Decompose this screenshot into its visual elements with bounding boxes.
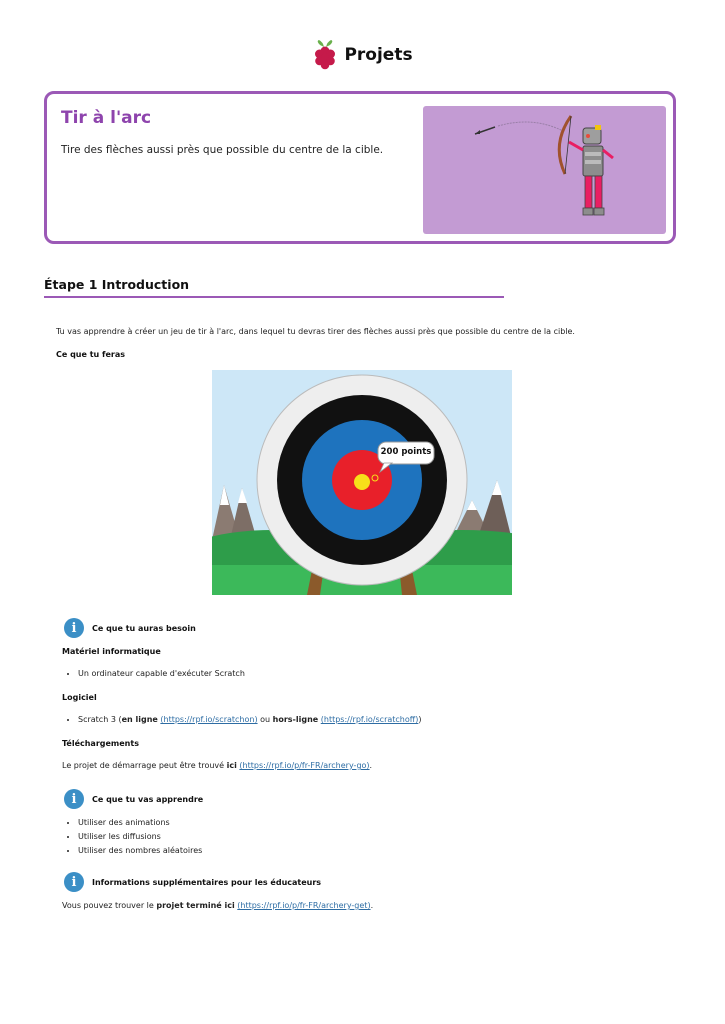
hardware-title: Matériel informatique (62, 647, 161, 656)
learn-heading: Ce que tu vas apprendre (92, 794, 204, 804)
project-description: Tire des flèches aussi près que possible du centre de la cible. (61, 144, 384, 156)
list-item: • Utiliser des animations (78, 818, 202, 827)
info-icon: i (64, 789, 84, 809)
online-label: en ligne (121, 715, 158, 724)
software-title: Logiciel (62, 693, 97, 702)
software-list (62, 715, 422, 729)
downloads-text: Le projet de démarrage peut être trouvé ici (https://rpf.io/p/fr-FR/archery-go). (62, 761, 373, 770)
offline-label: hors-ligne (272, 715, 319, 724)
learn-list (62, 818, 202, 860)
here-label: ici (226, 761, 237, 770)
target-illustration (212, 370, 512, 595)
score-bubble-text: 200 points (380, 447, 432, 457)
project-hero-image (423, 106, 666, 234)
page-header (0, 40, 725, 70)
raspberry-logo-icon (312, 40, 338, 70)
starter-project-link[interactable]: (https://rpf.io/p/fr-FR/archery-go) (239, 761, 370, 770)
list-item: • Utiliser les diffusions (78, 832, 202, 841)
step-divider (44, 296, 504, 298)
list-item: • Un ordinateur capable d'exécuter Scratch (78, 669, 245, 678)
hardware-list (62, 669, 245, 683)
step-heading: Étape 1 Introduction (44, 277, 190, 292)
finished-project-link[interactable]: (https://rpf.io/p/fr-FR/archery-get) (237, 901, 371, 910)
scratch-offline-link[interactable]: (https://rpf.io/scratchoff) (320, 715, 419, 724)
intro-text: Tu vas apprendre à créer un jeu de tir à l'arc, dans lequel tu devras tirer des flèches aussi près que possible du centre de la cible. (56, 327, 575, 336)
archer-robot-illustration (423, 106, 666, 234)
educators-section-header (64, 872, 321, 892)
downloads-title: Téléchargements (62, 739, 139, 748)
learn-section-header (64, 789, 203, 809)
finished-project-label: projet terminé ici (156, 901, 235, 910)
project-title: Tir à l'arc (61, 108, 152, 128)
info-icon: i (64, 872, 84, 892)
info-icon: i (64, 618, 84, 638)
educators-text: Vous pouvez trouver le projet terminé ici (https://rpf.io/p/fr-FR/archery-get). (62, 901, 374, 910)
need-heading: Ce que tu auras besoin (92, 623, 196, 633)
list-item: • Scratch 3 (en ligne (https://rpf.io/scratchon) ou hors-ligne (https://rpf.io/scratchoff)) (78, 715, 422, 724)
page-title: Projets (344, 45, 413, 65)
what-you-make-heading: Ce que tu feras (56, 350, 126, 359)
project-card (44, 91, 676, 244)
educators-heading: Informations supplémentaires pour les éducateurs (92, 877, 322, 887)
scratch-online-link[interactable]: (https://rpf.io/scratchon) (160, 715, 258, 724)
list-item: • Utiliser des nombres aléatoires (78, 846, 202, 855)
need-section-header (64, 618, 196, 638)
